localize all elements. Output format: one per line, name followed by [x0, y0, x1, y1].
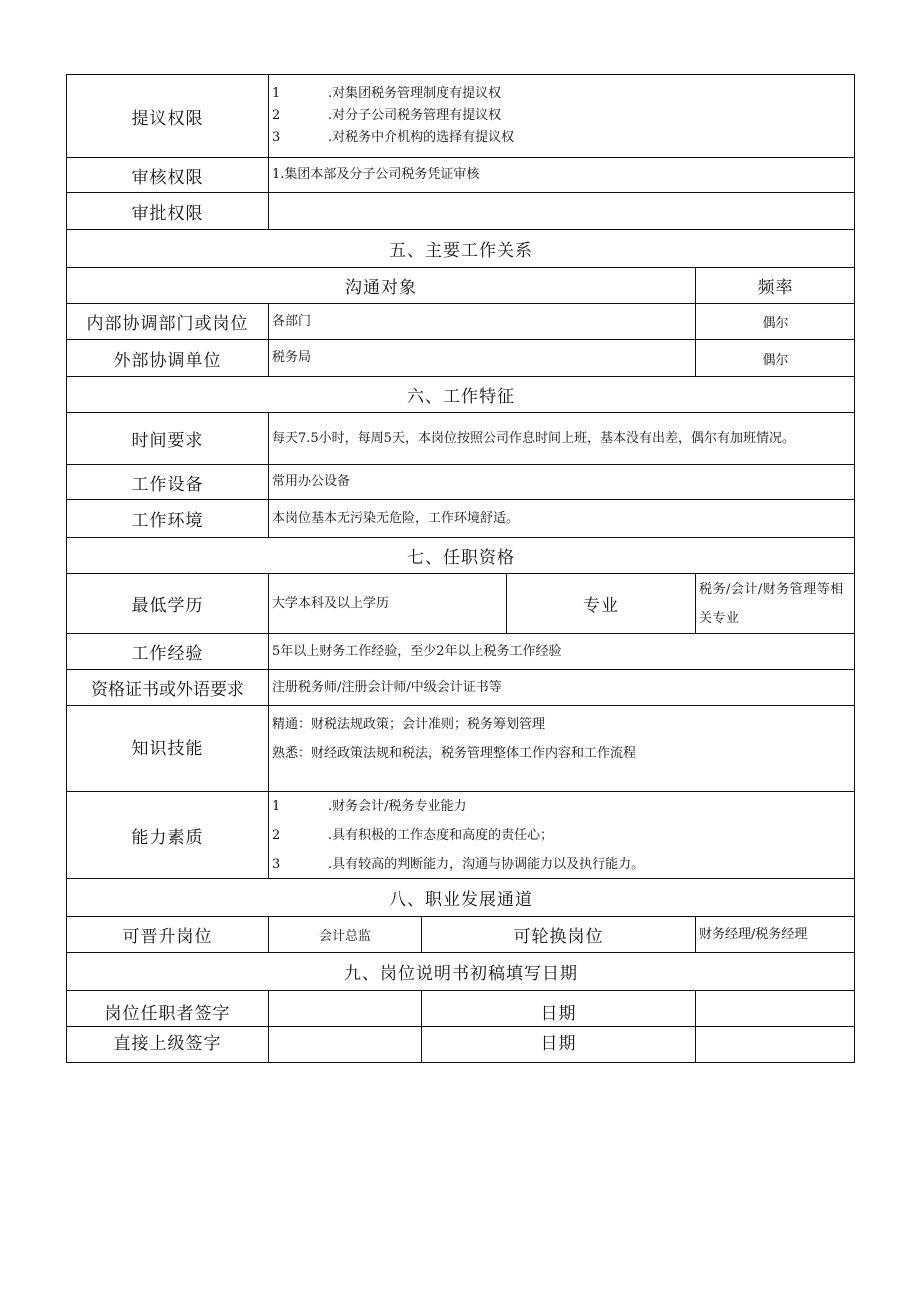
knowledge-skills-label: 知识技能 [66, 705, 268, 791]
list-item: 1 .对集团税务管理制度有提议权 [272, 86, 502, 101]
list-item: 3 .对税务中介机构的选择有提议权 [272, 130, 515, 145]
external-coordination-target: 税务局 [268, 339, 695, 376]
internal-coordination-target: 各部门 [268, 303, 695, 339]
external-coordination-frequency: 偶尔 [695, 339, 855, 376]
work-experience-label: 工作经验 [66, 633, 268, 669]
internal-coordination-frequency: 偶尔 [695, 303, 855, 339]
superior-signature-label: 直接上级签字 [66, 1026, 268, 1063]
list-item: 3 .具有较高的判断能力，沟通与协调能力以及执行能力。 [272, 856, 645, 872]
work-experience-value: 5年以上财务工作经验，至少2年以上税务工作经验 [268, 633, 855, 669]
date-field-1[interactable] [695, 990, 855, 1026]
section-title-dates: 九、岗位说明书初稿填写日期 [66, 952, 855, 990]
list-item: 2 .对分子公司税务管理有提议权 [272, 108, 502, 123]
review-authority-label: 审核权限 [66, 157, 268, 192]
time-requirement-label: 时间要求 [66, 412, 268, 464]
certificate-value: 注册税务师/注册会计师/中级会计证书等 [268, 669, 855, 705]
internal-coordination-label: 内部协调部门或岗位 [66, 303, 268, 339]
min-education-value: 大学本科及以上学历 [268, 573, 506, 633]
ability-label: 能力素质 [66, 791, 268, 878]
propose-authority-list [268, 74, 855, 157]
list-item: 1 .财务会计/税务专业能力 [272, 798, 467, 814]
list-item: 熟悉：财经政策法规和税法，税务管理整体工作内容和工作流程 [272, 746, 637, 761]
knowledge-skills-value [268, 705, 855, 791]
holder-signature-field[interactable] [268, 990, 421, 1026]
rotation-value: 财务经理/税务经理 [695, 916, 855, 952]
header-communication-target: 沟通对象 [66, 267, 695, 303]
date-field-2[interactable] [695, 1026, 855, 1063]
header-frequency: 频率 [695, 267, 855, 303]
rotation-label: 可轮换岗位 [421, 916, 695, 952]
holder-signature-label: 岗位任职者签字 [66, 990, 268, 1026]
major-label: 专业 [506, 573, 695, 633]
major-value: 税务/会计/财务管理等相关专业 [695, 573, 855, 633]
work-environment-value: 本岗位基本无污染无危险，工作环境舒适。 [268, 499, 855, 537]
date-label-1: 日期 [421, 990, 695, 1026]
list-item: 2 .具有积极的工作态度和高度的责任心； [272, 827, 554, 843]
work-equipment-label: 工作设备 [66, 464, 268, 499]
section-title-features: 六、工作特征 [66, 376, 855, 412]
promotion-value: 会计总监 [268, 916, 421, 952]
promotion-label: 可晋升岗位 [66, 916, 268, 952]
section-title-relations: 五、主要工作关系 [66, 229, 855, 267]
certificate-label: 资格证书或外语要求 [66, 669, 268, 705]
time-requirement-value: 每天7.5小时，每周5天，本岗位按照公司作息时间上班，基本没有出差，偶尔有加班情况。 [268, 412, 855, 464]
approve-authority-value[interactable] [268, 192, 855, 229]
section-title-career: 八、职业发展通道 [66, 878, 855, 916]
min-education-label: 最低学历 [66, 573, 268, 633]
external-coordination-label: 外部协调单位 [66, 339, 268, 376]
approve-authority-label: 审批权限 [66, 192, 268, 229]
ability-list [268, 791, 855, 878]
work-environment-label: 工作环境 [66, 499, 268, 537]
section-title-qualifications: 七、任职资格 [66, 537, 855, 573]
work-equipment-value: 常用办公设备 [268, 464, 855, 499]
review-authority-value: 1.集团本部及分子公司税务凭证审核 [268, 157, 855, 192]
superior-signature-field[interactable] [268, 1026, 421, 1063]
date-label-2: 日期 [421, 1026, 695, 1063]
propose-authority-label: 提议权限 [66, 74, 268, 157]
list-item: 精通：财税法规政策；会计准则；税务筹划管理 [272, 717, 546, 732]
job-description-table [66, 74, 855, 1063]
